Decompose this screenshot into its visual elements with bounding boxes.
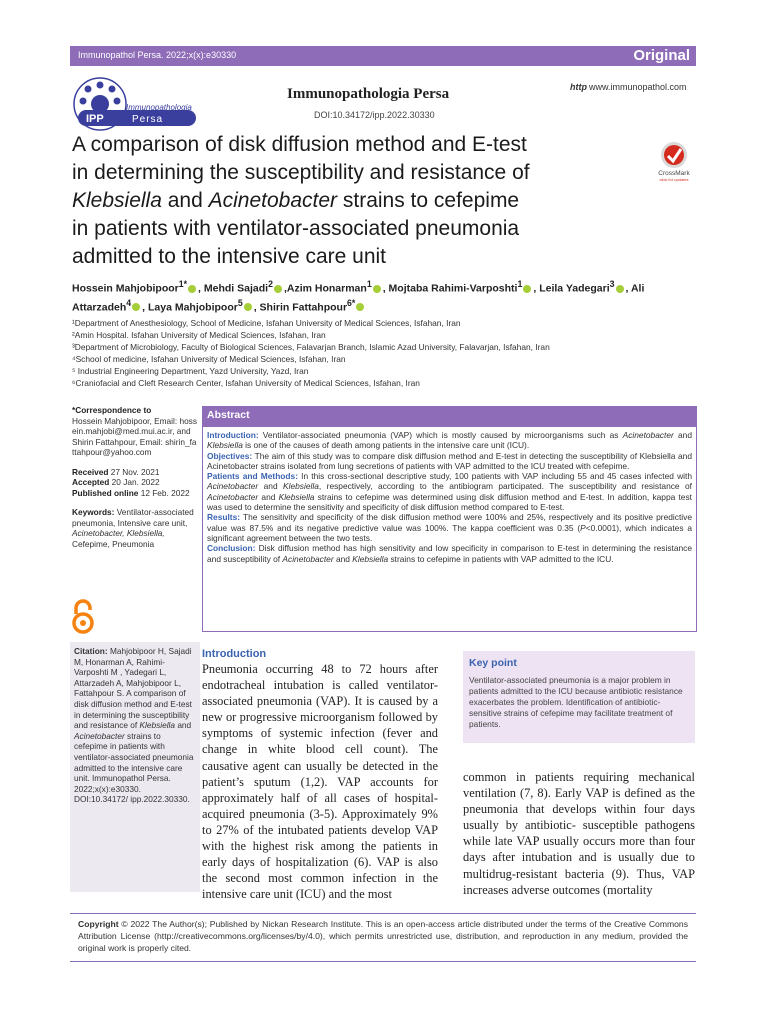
orcid-icon[interactable] xyxy=(188,285,196,293)
key-point-box xyxy=(463,651,695,743)
abstract-results: Results: The sensitivity and specificity of the disk diffusion method were 100% and 25%, respectively and its positive predictive value was 87.5% and its negative predictive value was 100%. The kappa coefficient was 0.35 (P<0.0001), which indicates a significant agreement between the two tests. xyxy=(207,512,692,543)
abstract-box xyxy=(202,406,697,632)
correspondence-text: Hossein Mahjobipoor, Email: hossein.mahjobi@med.mui.ac.ir, and Shirin Fattahpour, Email: shirin_fattahpour@yahoo.com xyxy=(72,415,197,457)
author-list: Hossein Mahjobipoor$^{1*}$ , Mehdi Sajadi$^2$ ,Azim Honarman$^1$ , Mojtaba Rahimi-Varposhti$^1$ , Leila Yadegari$^3$ , Ali Attarzadeh$^4$ , Laya Mahjobipoor$^5$ , Shirin Fattahpour$^{6*}$ xyxy=(72,279,645,313)
intro-column-2: common in patients requiring mechanical ventilation (7, 8). Early VAP is defined as the pneumonia that develops within four days usually by antibiotic- susceptible pathogens while late VAP usually occurs more than four days after intubation and is usually due to multidrug-resistant bacteria (9). Thus, VAP increases adverse outcomes (mortality xyxy=(463,770,695,897)
abstract-objectives: Objectives: The aim of this study was to compare disk diffusion method and E-test in detecting the susceptibility of Klebsiella and Acinetobacter strains isolated from lung secretions of patients with VAP admitted to the ICU treated with cefepime. xyxy=(207,450,692,471)
orcid-icon[interactable] xyxy=(132,303,140,311)
affiliation: ⁵ Industrial Engineering Department, Yazd University, Yazd, Iran xyxy=(72,366,309,377)
doi[interactable]: DOI:10.34172/ipp.2022.30330 xyxy=(314,110,435,120)
orcid-icon[interactable] xyxy=(274,285,282,293)
key-point-text: Ventilator-associated pneumonia is a major problem in patients admitted to the ICU because antibiotic resistance exacerbates the problem. Identification of antibiotic-sensitive strains of cefepime may facilitate treatment of patients. xyxy=(469,675,683,729)
orcid-icon[interactable] xyxy=(244,303,252,311)
abstract-intro: Introduction: Ventilator-associated pneumonia (VAP) which is mostly caused by microorganisms such as Acinetobacter and Klebsiella is one of the causes of death among patients in the intensive care unit (ICU). xyxy=(207,430,692,451)
published-date: 12 Feb. 2022 xyxy=(140,487,190,498)
header-bar xyxy=(70,46,696,66)
copyright-box: Copyright © 2022 The Author(s); Published by Nickan Research Institute. This is an open-access article distributed under the terms of the Creative Commons Attribution License (http://creativecommons.org/licenses/by/4.0), which permits unrestricted use, distribution, and reproduction in any medium, provided the original work is properly cited. xyxy=(70,913,696,962)
journal-logo xyxy=(70,74,200,132)
affiliation: ¹Department of Anesthesiology, School of Medicine, Isfahan University of Medical Sciences, Isfahan, Iran xyxy=(72,318,461,328)
article-type: Original xyxy=(633,47,690,64)
logo-text-1: Immunopathologia xyxy=(126,103,192,112)
orcid-icon[interactable] xyxy=(523,285,531,293)
journal-name: Immunopathologia Persa xyxy=(287,86,450,102)
affiliation: ³Department of Microbiology, Faculty of Biological Sciences, Falavarjan Branch, Islamic Azad University, Falavarjan, Isfahan, Iran xyxy=(72,342,550,353)
keywords: Keywords: Ventilator-associated pneumonia, Intensive care unit, Acinetobacter, Klebsiella, Cefepime, Pneumonia xyxy=(72,507,194,549)
abstract-header: Abstract xyxy=(203,407,696,427)
logo-text-2: Persa xyxy=(132,114,164,125)
journal-url[interactable]: http www.immunopathol.com xyxy=(570,82,687,92)
http-icon: http xyxy=(570,82,587,92)
correspondence-label: *Correspondence to xyxy=(72,405,152,415)
journal-citation: Immunopathol Persa. 2022;x(x):e30330 xyxy=(78,50,237,60)
crossmark-badge[interactable] xyxy=(652,140,696,182)
open-access-icon xyxy=(70,598,96,634)
received-date: 27 Nov. 2021 xyxy=(110,466,160,477)
citation-box: Citation: Mahjobipoor H, Sajadi M, Honarman A, Rahimi-Varposhti M , Yadegari L, Attarzadeh A, Mahjobipoor L, Fattahpour S. A comparison of disk diffusion method and E-test in determining the susceptibility and resistance of Klebsiella and Acinetobacter strains to cefepime in patients with ventilator-associated pneumonia admitted to the intensive care unit. Immunopathol Persa. 2022;x(x):e30330. DOI:10.34172/ ipp.2022.30330. xyxy=(70,642,200,892)
affiliation: ²Amin Hospital. Isfahan University of Medical Sciences, Isfahan, Iran xyxy=(72,330,326,341)
abstract-methods: Patients and Methods: In this cross-sectional descriptive study, 100 patients with VAP including 55 and 45 cases infected with Acinetobacter and Klebsiella, respectively, according to the antibiogram participated. The susceptibility and resistance of Acinetobacter and Klebsiella strains to cefepime was determined using disk diffusion method and E-test. In addition, kappa test was used to determine the sensitivity and specificity of disk diffusion method compared to E-test. xyxy=(207,471,692,513)
affiliation: ⁶Craniofacial and Cleft Research Center, Isfahan University of Medical Sciences, Isfahan, Iran xyxy=(72,378,420,389)
orcid-icon[interactable] xyxy=(356,303,364,311)
crossmark-sub: click for updates xyxy=(659,177,689,182)
sidebar-info: *Correspondence to Hossein Mahjobipoor, Email: hossein.mahjobi@med.mui.ac.ir, and Shirin Fattahpour, Email: shirin_fattahpour@yahoo.com Received 27 Nov. 2021 Accepted 20 Jan. 2022 Published online 12 Feb. 2022 Keywords: Ventilator-associated pneumonia, Intensive care unit, Acinetobacter, Klebsiella, Cefepime, Pneumonia xyxy=(72,405,197,549)
affiliation: ⁴School of medicine, Isfahan University of Medical Sciences, Isfahan, Iran xyxy=(72,354,346,365)
crossmark-label: CrossMark xyxy=(658,170,690,177)
abstract-conclusion: Conclusion: Disk diffusion method has high sensitivity and low specificity in comparison to E-test in determining the resistance and susceptibility of Acinetobacter and Klebsiella strains to cefepime in patients with VAP admitted to the ICU. xyxy=(207,543,692,564)
intro-heading: Introduction xyxy=(202,648,267,660)
key-point-heading: Key point xyxy=(469,657,517,669)
logo-abbrev: IPP xyxy=(86,113,104,125)
article-title: A comparison of disk diffusion method and E-test in determining the susceptibility and resistance of Klebsiella and Acinetobacter strains to cefepime in patients with ventilator-associated pneumonia admitted to the intensive care unit xyxy=(72,133,530,268)
orcid-icon[interactable] xyxy=(616,285,624,293)
affiliations xyxy=(72,317,697,390)
intro-column-1: Pneumonia occurring 48 to 72 hours after endotracheal intubation is called ventilator-associated pneumonia (VAP). It is caused by a new or progressive microorganism followed by symptoms of systemic infection (fever and change in white blood cell count). The causative agent can usually be detected in the patient’s sputum (1,2). VAP accounts for approximately half of all cases of hospital-acquired pneumonia (3-5). Approximately 9% to 27% of the intubated patients develop VAP with the highest risk among the patients in early days of hospitalization (6). VAP is also the second most common infection in the intensive care unit (ICU) and the most xyxy=(202,662,438,902)
accepted-date: 20 Jan. 2022 xyxy=(111,477,160,487)
orcid-icon[interactable] xyxy=(373,285,381,293)
